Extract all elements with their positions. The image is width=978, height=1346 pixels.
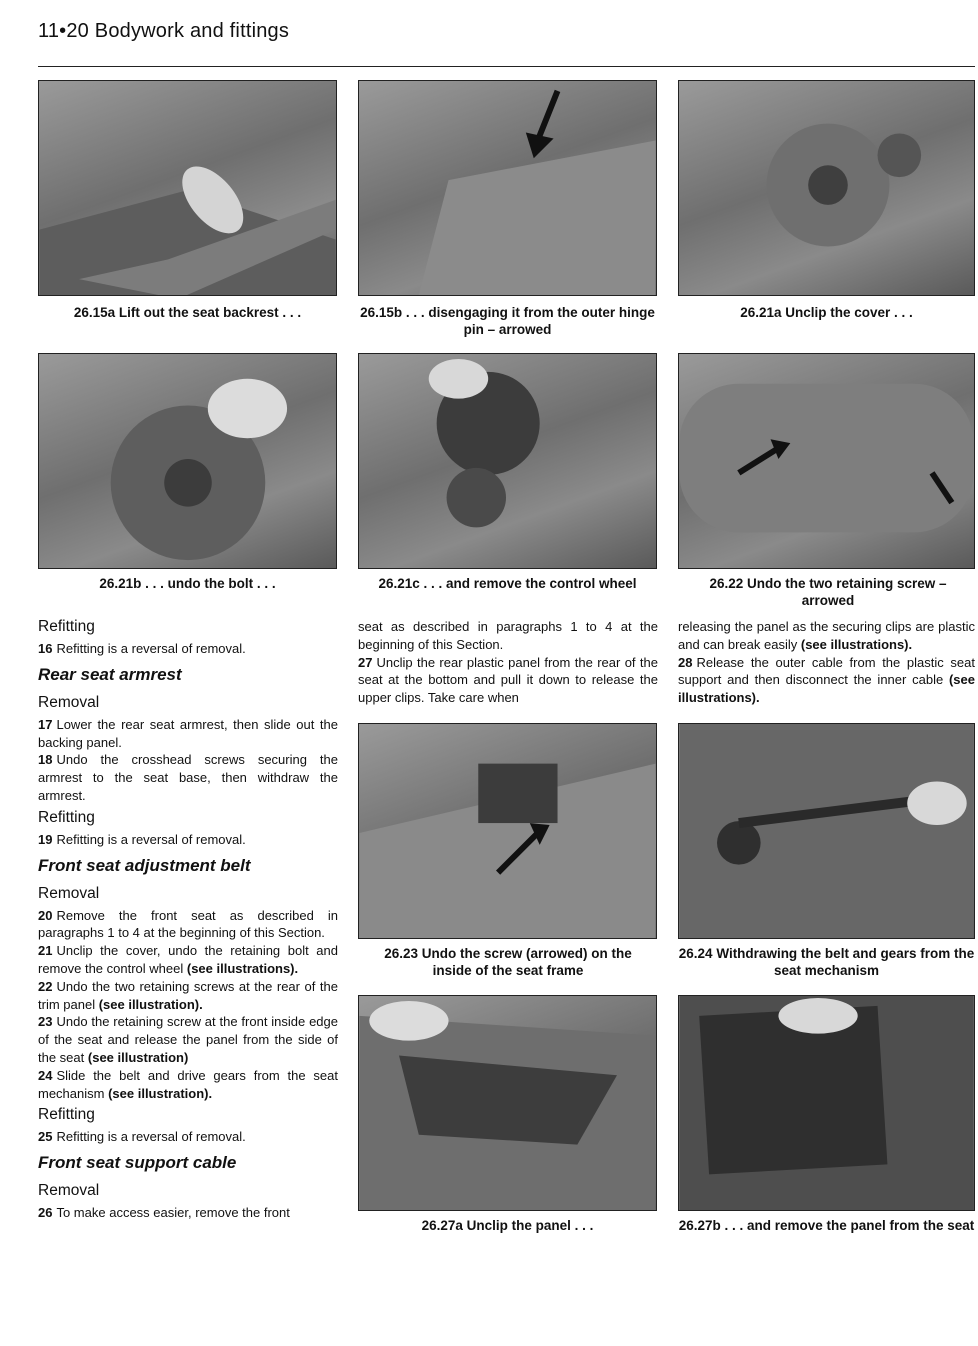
caption-26-27a: 26.27a Unclip the panel . . . bbox=[421, 1218, 594, 1233]
middle-column bbox=[358, 618, 658, 707]
left-column bbox=[38, 614, 338, 1222]
caption-26-21a: 26.21a Unclip the cover . . . bbox=[740, 305, 913, 320]
para-28: 28 Release the outer cable from the plastic seat support and then disconnect the inner cable (see illustrations). bbox=[678, 654, 975, 706]
para-16: 16 Refitting is a reversal of removal. bbox=[38, 641, 246, 656]
page-header bbox=[38, 20, 289, 43]
right-column bbox=[678, 618, 975, 707]
photo-26-21b bbox=[38, 353, 337, 569]
caption-26-24: 26.24 Withdrawing the belt and gears from the seat mechanism bbox=[678, 946, 975, 978]
para-26: 26 To make access easier, remove the front bbox=[38, 1205, 290, 1221]
caption-26-15a: 26.15a Lift out the seat backrest . . . bbox=[73, 305, 302, 320]
caption-26-21c: 26.21c . . . and remove the control wheel bbox=[378, 576, 637, 591]
para-27: 27 Unclip the rear plastic panel from the rear of the seat at the bottom and pull it down to release the upper clips. Take care when bbox=[358, 654, 658, 706]
photo-26-24 bbox=[678, 723, 975, 939]
photo-26-21a bbox=[678, 80, 975, 296]
para-17: 17 Lower the rear seat armrest, then slide out the backing panel. bbox=[38, 716, 338, 750]
heading-removal-1: Removal bbox=[38, 693, 100, 711]
heading-refitting-3: Refitting bbox=[38, 1106, 95, 1124]
heading-front-seat-adjustment-belt: Front seat adjustment belt bbox=[38, 855, 251, 875]
caption-26-21b: 26.21b . . . undo the bolt . . . bbox=[99, 576, 276, 591]
chapter-title: Bodywork and fittings bbox=[94, 20, 290, 42]
header-rule bbox=[38, 66, 975, 67]
heading-refitting-2: Refitting bbox=[38, 808, 95, 826]
caption-26-23: 26.23 Undo the screw (arrowed) on the inside of the seat frame bbox=[384, 946, 632, 978]
caption-26-27b: 26.27b . . . and remove the panel from the seat bbox=[678, 1218, 975, 1233]
photo-26-27a bbox=[358, 995, 657, 1211]
heading-removal-2: Removal bbox=[38, 884, 100, 902]
caption-26-22: 26.22 Undo the two retaining screw – arrowed bbox=[709, 576, 947, 608]
heading-removal-3: Removal bbox=[38, 1182, 100, 1200]
para-23: 23 Undo the retaining screw at the front inside edge of the seat and release the panel from the side of the seat (see illustration) bbox=[38, 1014, 338, 1065]
heading-refitting-1: Refitting bbox=[38, 618, 95, 635]
para-25: 25 Refitting is a reversal of removal. bbox=[38, 1129, 246, 1145]
photo-26-15a bbox=[38, 80, 337, 296]
page-number: 11•20 bbox=[38, 20, 90, 42]
para-22: 22 Undo the two retaining screws at the rear of the trim panel (see illustration). bbox=[38, 978, 338, 1012]
photo-26-15b bbox=[358, 80, 657, 296]
photo-26-23 bbox=[358, 723, 657, 939]
photo-26-22 bbox=[678, 353, 975, 569]
para-27-continued: releasing the panel as the securing clips are plastic and can break easily (see illustrations). bbox=[678, 619, 975, 652]
para-21: 21 Unclip the cover, undo the retaining bolt and remove the control wheel (see illustrations). bbox=[38, 943, 338, 976]
photo-26-21c bbox=[358, 353, 657, 569]
photo-26-27b bbox=[678, 995, 975, 1211]
para-26-continued: seat as described in paragraphs 1 to 4 at the beginning of this Section. bbox=[358, 619, 658, 652]
caption-26-15b: 26.15b . . . disengaging it from the outer hinge pin – arrowed bbox=[360, 305, 655, 337]
para-18: 18 Undo the crosshead screws securing the armrest to the seat base, then withdraw the armrest. bbox=[38, 752, 338, 803]
heading-rear-seat-armrest: Rear seat armrest bbox=[38, 664, 182, 684]
heading-front-seat-support-cable: Front seat support cable bbox=[38, 1153, 237, 1173]
para-24: 24 Slide the belt and drive gears from the seat mechanism (see illustration). bbox=[38, 1067, 338, 1101]
para-19: 19 Refitting is a reversal of removal. bbox=[38, 831, 246, 847]
para-20: 20 Remove the front seat as described in paragraphs 1 to 4 at the beginning of this Section. bbox=[38, 907, 338, 941]
